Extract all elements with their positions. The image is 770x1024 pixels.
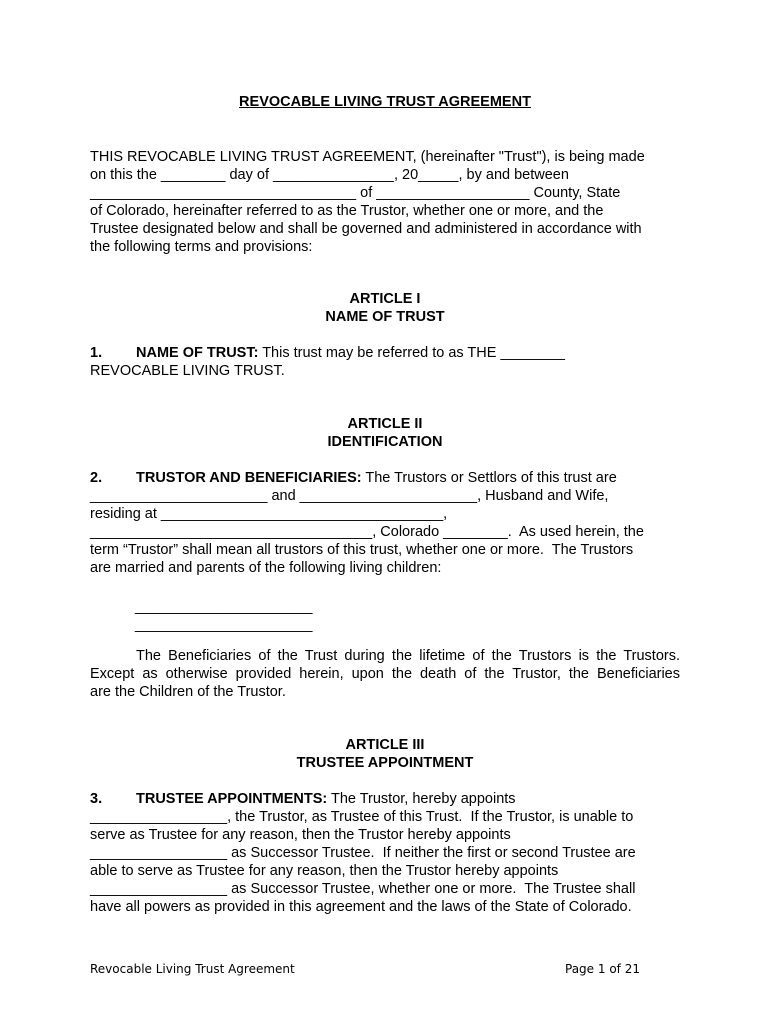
clause-3-line: able to serve as Trustee for any reason, then the Trustor hereby appoints [90, 863, 559, 879]
clause-1-number: 1. [90, 345, 103, 361]
beneficiaries-line: Except as otherwise provided herein, upon the death of the Trustor, the Beneficiaries [90, 666, 680, 682]
clause-3-line: _________________, the Trustor, as Trustee of this Trust. If the Trustor, is unable to [90, 809, 634, 825]
document-title: REVOCABLE LIVING TRUST AGREEMENT [239, 94, 531, 110]
clause-1 [90, 344, 565, 362]
clause-3 [90, 790, 516, 808]
clause-3-number: 3. [90, 791, 103, 807]
clause-1-line: REVOCABLE LIVING TRUST. [90, 363, 285, 379]
clause-2-line: are married and parents of the following living children: [90, 560, 442, 576]
clause-2-line: ______________________ and ______________________, Husband and Wife, [90, 488, 609, 504]
child-name-blank: ______________________ [135, 599, 313, 615]
clause-2-text: The Trustors or Settlors of this trust are [361, 470, 617, 486]
article-1-heading: ARTICLE I [349, 291, 421, 307]
footer-page-number: Page 1 of 21 [565, 962, 640, 976]
clause-3-text: The Trustor, hereby appoints [327, 791, 516, 807]
beneficiaries-paragraph [90, 647, 680, 683]
intro-line: on this the ________ day of _______________, 20_____, by and between [90, 167, 569, 183]
intro-line: _________________________________ of ___________________ County, State [90, 185, 621, 201]
child-name-blank: ______________________ [135, 617, 313, 633]
clause-3-title: TRUSTEE APPOINTMENTS: [136, 791, 328, 807]
clause-3-line: serve as Trustee for any reason, then the Trustor hereby appoints [90, 827, 511, 843]
intro-line: of Colorado, hereinafter referred to as the Trustor, whether one or more, and the [90, 203, 604, 219]
intro-line: the following terms and provisions: [90, 239, 313, 255]
article-3-heading: ARTICLE III [345, 737, 425, 753]
clause-1-text: This trust may be referred to as THE ________ [258, 345, 565, 361]
clause-2-line: ___________________________________, Colorado ________. As used herein, the [90, 524, 644, 540]
clause-3-line: _________________ as Successor Trustee. If neither the first or second Trustee are [90, 845, 636, 861]
clause-3-line: have all powers as provided in this agreement and the laws of the State of Colorado. [90, 899, 632, 915]
footer-document-name: Revocable Living Trust Agreement [90, 962, 295, 976]
beneficiaries-line: The Beneficiaries of the Trust during the lifetime of the Trustors is the Trustors. [136, 648, 680, 664]
clause-2-number: 2. [90, 470, 103, 486]
clause-2-line: residing at ___________________________________, [90, 506, 448, 522]
clause-1-title: NAME OF TRUST: [136, 345, 259, 361]
clause-3-line: _________________ as Successor Trustee, whether one or more. The Trustee shall [90, 881, 636, 897]
intro-line: Trustee designated below and shall be governed and administered in accordance with [90, 221, 642, 237]
article-1-subheading: NAME OF TRUST [325, 309, 445, 325]
article-2-subheading: IDENTIFICATION [327, 434, 443, 450]
article-3-subheading: TRUSTEE APPOINTMENT [296, 755, 474, 771]
clause-2-line: term “Trustor” shall mean all trustors of this trust, whether one or more. The Trustors [90, 542, 634, 558]
clause-2 [90, 469, 617, 487]
clause-2-title: TRUSTOR AND BENEFICIARIES: [136, 470, 362, 486]
article-2-heading: ARTICLE II [347, 416, 423, 432]
beneficiaries-line: are the Children of the Trustor. [90, 684, 286, 700]
intro-line: THIS REVOCABLE LIVING TRUST AGREEMENT, (hereinafter "Trust"), is being made [90, 149, 645, 165]
